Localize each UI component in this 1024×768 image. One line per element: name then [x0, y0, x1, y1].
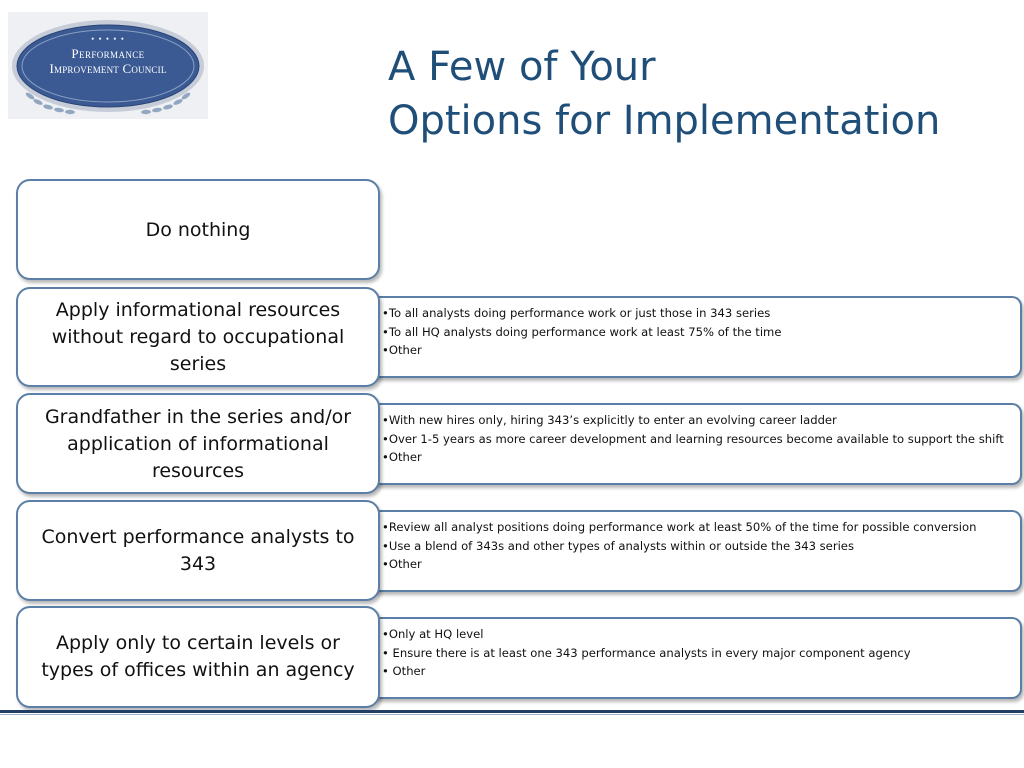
slide-title-line-2: Options for Implementation — [388, 98, 941, 144]
option-3-detail-3: •Other — [382, 450, 422, 464]
option-2-label: Apply informational resources without regard to occupational series — [51, 299, 345, 375]
option-5-detail-1: •Only at HQ level — [382, 627, 484, 641]
option-2-detail-3: •Other — [382, 343, 422, 357]
option-4-detail-1: •Review all analyst positions doing performance work at least 50% of the time for possible conversion — [382, 520, 977, 534]
option-5-detail-2: • Ensure there is at least one 343 performance analysts in every major component agency — [382, 645, 911, 660]
option-apply-informational-resources — [16, 287, 380, 387]
option-3-detail-1: •With new hires only, hiring 343’s explicitly to enter an evolving career ladder — [382, 413, 837, 427]
option-5-details — [360, 617, 1022, 699]
option-3-detail-2: •Over 1-5 years as more career development and learning resources become available to support the shift — [382, 431, 1004, 446]
option-4-details — [360, 510, 1022, 592]
option-certain-levels — [16, 606, 380, 708]
council-seal-icon — [8, 12, 208, 119]
option-2-details — [360, 296, 1022, 378]
logo-line-1: Performance — [71, 46, 145, 61]
option-2-detail-2: •To all HQ analysts doing performance work at least 75% of the time — [382, 324, 782, 339]
option-4-detail-2: •Use a blend of 343s and other types of analysts within or outside the 343 series — [382, 538, 854, 553]
footer-rule-thin — [0, 714, 1024, 715]
option-4-label: Convert performance analysts to 343 — [41, 526, 355, 575]
option-convert-analysts — [16, 500, 380, 601]
option-grandfather — [16, 393, 380, 494]
performance-improvement-council-logo — [8, 12, 208, 119]
option-4-detail-3: •Other — [382, 557, 422, 571]
slide-title — [388, 40, 940, 148]
option-5-label: Apply only to certain levels or types of offices within an agency — [41, 632, 355, 681]
slide-title-line-1: A Few of Your — [388, 44, 656, 90]
footer-rule — [0, 710, 1024, 713]
option-3-details — [360, 403, 1022, 485]
logo-dots: • • • • • — [91, 34, 125, 44]
logo-line-2: Improvement Council — [49, 61, 167, 76]
option-2-detail-1: •To all analysts doing performance work or just those in 343 series — [382, 306, 771, 320]
option-1-label: Do nothing — [145, 219, 251, 241]
option-3-label: Grandfather in the series and/or application of informational resources — [44, 406, 352, 482]
option-do-nothing — [16, 179, 380, 280]
option-5-detail-3: • Other — [382, 664, 426, 678]
